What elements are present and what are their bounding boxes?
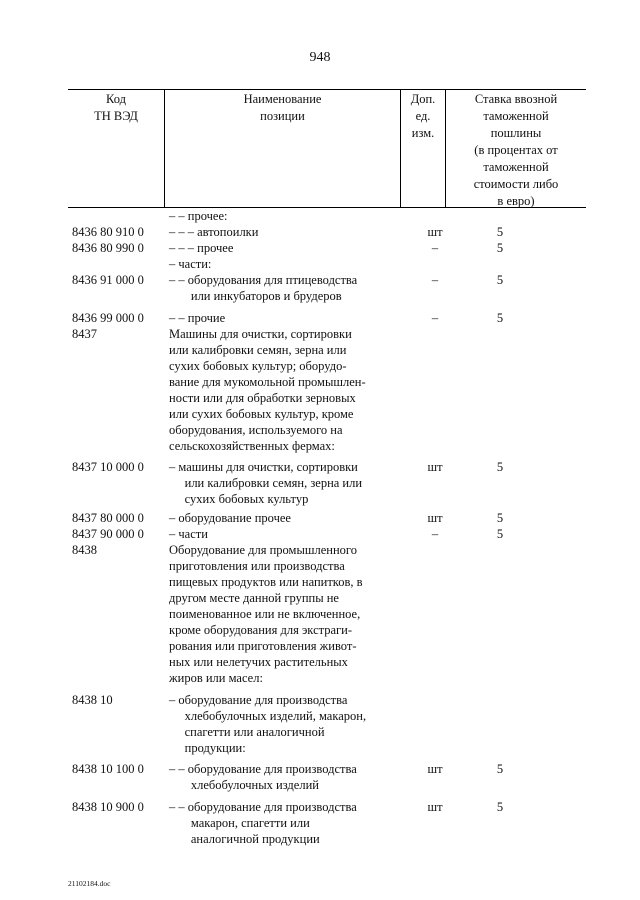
row-name: – – – прочее <box>169 241 234 255</box>
table-row <box>0 326 640 454</box>
row-rate <box>465 256 535 272</box>
table-row <box>0 761 640 793</box>
row-rate: 5 <box>496 460 504 474</box>
row-code: 8438 10 900 0 <box>72 800 144 814</box>
row-name: – – прочие <box>169 311 226 325</box>
table-row <box>0 240 640 256</box>
page-number: 948 <box>309 50 331 65</box>
row-code: 8436 91 000 0 <box>72 273 144 287</box>
row-rate <box>465 542 535 686</box>
row-code: 8436 80 990 0 <box>72 241 144 255</box>
row-name: – – оборудование для производства хлебобулочных изделий <box>169 762 357 792</box>
row-name: – оборудование прочее <box>169 511 291 525</box>
header-unit: Доп. ед. изм. <box>410 92 436 140</box>
row-unit: шт <box>427 762 443 776</box>
table-row <box>0 256 640 272</box>
row-rate: 5 <box>496 273 504 287</box>
table-row <box>0 459 640 507</box>
row-name: – – оборудование для производства макарон, спагетти или аналогичной продукции <box>169 800 357 846</box>
row-name: – – – автопоилки <box>169 225 259 239</box>
row-code: 8438 <box>72 543 97 557</box>
row-name: Машины для очистки, сортировки или калибровки семян, зерна или сухих бобовых культур; оборудо- вание для мукомольной промышлен- ности или для обработки зерновых или сухих бобовых культур, кроме оборудования, используемого на сельскохозяйственных фермах: <box>169 327 366 453</box>
row-unit <box>405 208 465 224</box>
row-rate: 5 <box>496 311 504 325</box>
table-row <box>0 542 640 686</box>
row-unit: шт <box>427 225 443 239</box>
tariff-table-body <box>0 208 640 847</box>
row-rate <box>465 208 535 224</box>
table-row <box>0 310 640 326</box>
row-rate <box>465 692 535 756</box>
row-name: – части: <box>169 257 212 271</box>
row-rate: 5 <box>496 800 504 814</box>
table-row <box>0 526 640 542</box>
row-unit: шт <box>427 460 443 474</box>
row-code <box>0 208 169 224</box>
row-unit <box>405 326 465 454</box>
row-code: 8436 80 910 0 <box>72 225 144 239</box>
row-code: 8438 10 100 0 <box>72 762 144 776</box>
row-unit <box>405 542 465 686</box>
row-unit <box>405 692 465 756</box>
table-row <box>0 510 640 526</box>
row-name: – – прочее: <box>169 209 228 223</box>
row-rate: 5 <box>496 527 504 541</box>
row-unit: шт <box>427 511 443 525</box>
row-unit: – <box>431 527 439 541</box>
row-rate: 5 <box>496 511 504 525</box>
row-unit: – <box>431 241 439 255</box>
row-rate <box>465 326 535 454</box>
table-row <box>0 799 640 847</box>
row-rate: 5 <box>496 225 504 239</box>
row-code: 8438 10 <box>72 693 113 707</box>
row-name: – оборудование для производства хлебобулочных изделий, макарон, спагетти или аналогичной продукции: <box>169 693 367 755</box>
row-code: 8437 10 000 0 <box>72 460 144 474</box>
footer-filename: 21102184.doc <box>68 879 111 888</box>
header-name: Наименование позиции <box>243 92 322 123</box>
row-name: – – оборудования для птицеводства или инкубаторов и брудеров <box>169 273 358 303</box>
row-unit: – <box>431 273 439 287</box>
row-unit: – <box>431 311 439 325</box>
header-rate: Ставка ввозной таможенной пошлины (в процентах от таможенной стоимости либо в евро) <box>473 92 559 208</box>
table-row <box>0 272 640 304</box>
row-rate: 5 <box>496 241 504 255</box>
header-code: Код ТН ВЭД <box>94 92 138 123</box>
row-unit <box>405 256 465 272</box>
row-name: – машины для очистки, сортировки или калибровки семян, зерна или сухих бобовых культур <box>169 460 363 506</box>
row-rate: 5 <box>496 762 504 776</box>
row-code: 8437 80 000 0 <box>72 511 144 525</box>
row-code <box>0 256 169 272</box>
header-top-rule <box>68 89 586 90</box>
row-code: 8437 90 000 0 <box>72 527 144 541</box>
table-row <box>0 692 640 756</box>
row-unit: шт <box>427 800 443 814</box>
row-code: 8437 <box>72 327 97 341</box>
row-name: Оборудование для промышленного приготовления или производства пищевых продуктов или напитков, в другом месте данной группы не поименованное или не включенное, кроме оборудования для экстраги- рования или приготовления живот- ных или нелетучих растительных жиров или масел: <box>169 543 363 685</box>
table-row <box>0 224 640 240</box>
table-row <box>0 208 640 224</box>
row-code: 8436 99 000 0 <box>72 311 144 325</box>
row-name: – части <box>169 527 208 541</box>
